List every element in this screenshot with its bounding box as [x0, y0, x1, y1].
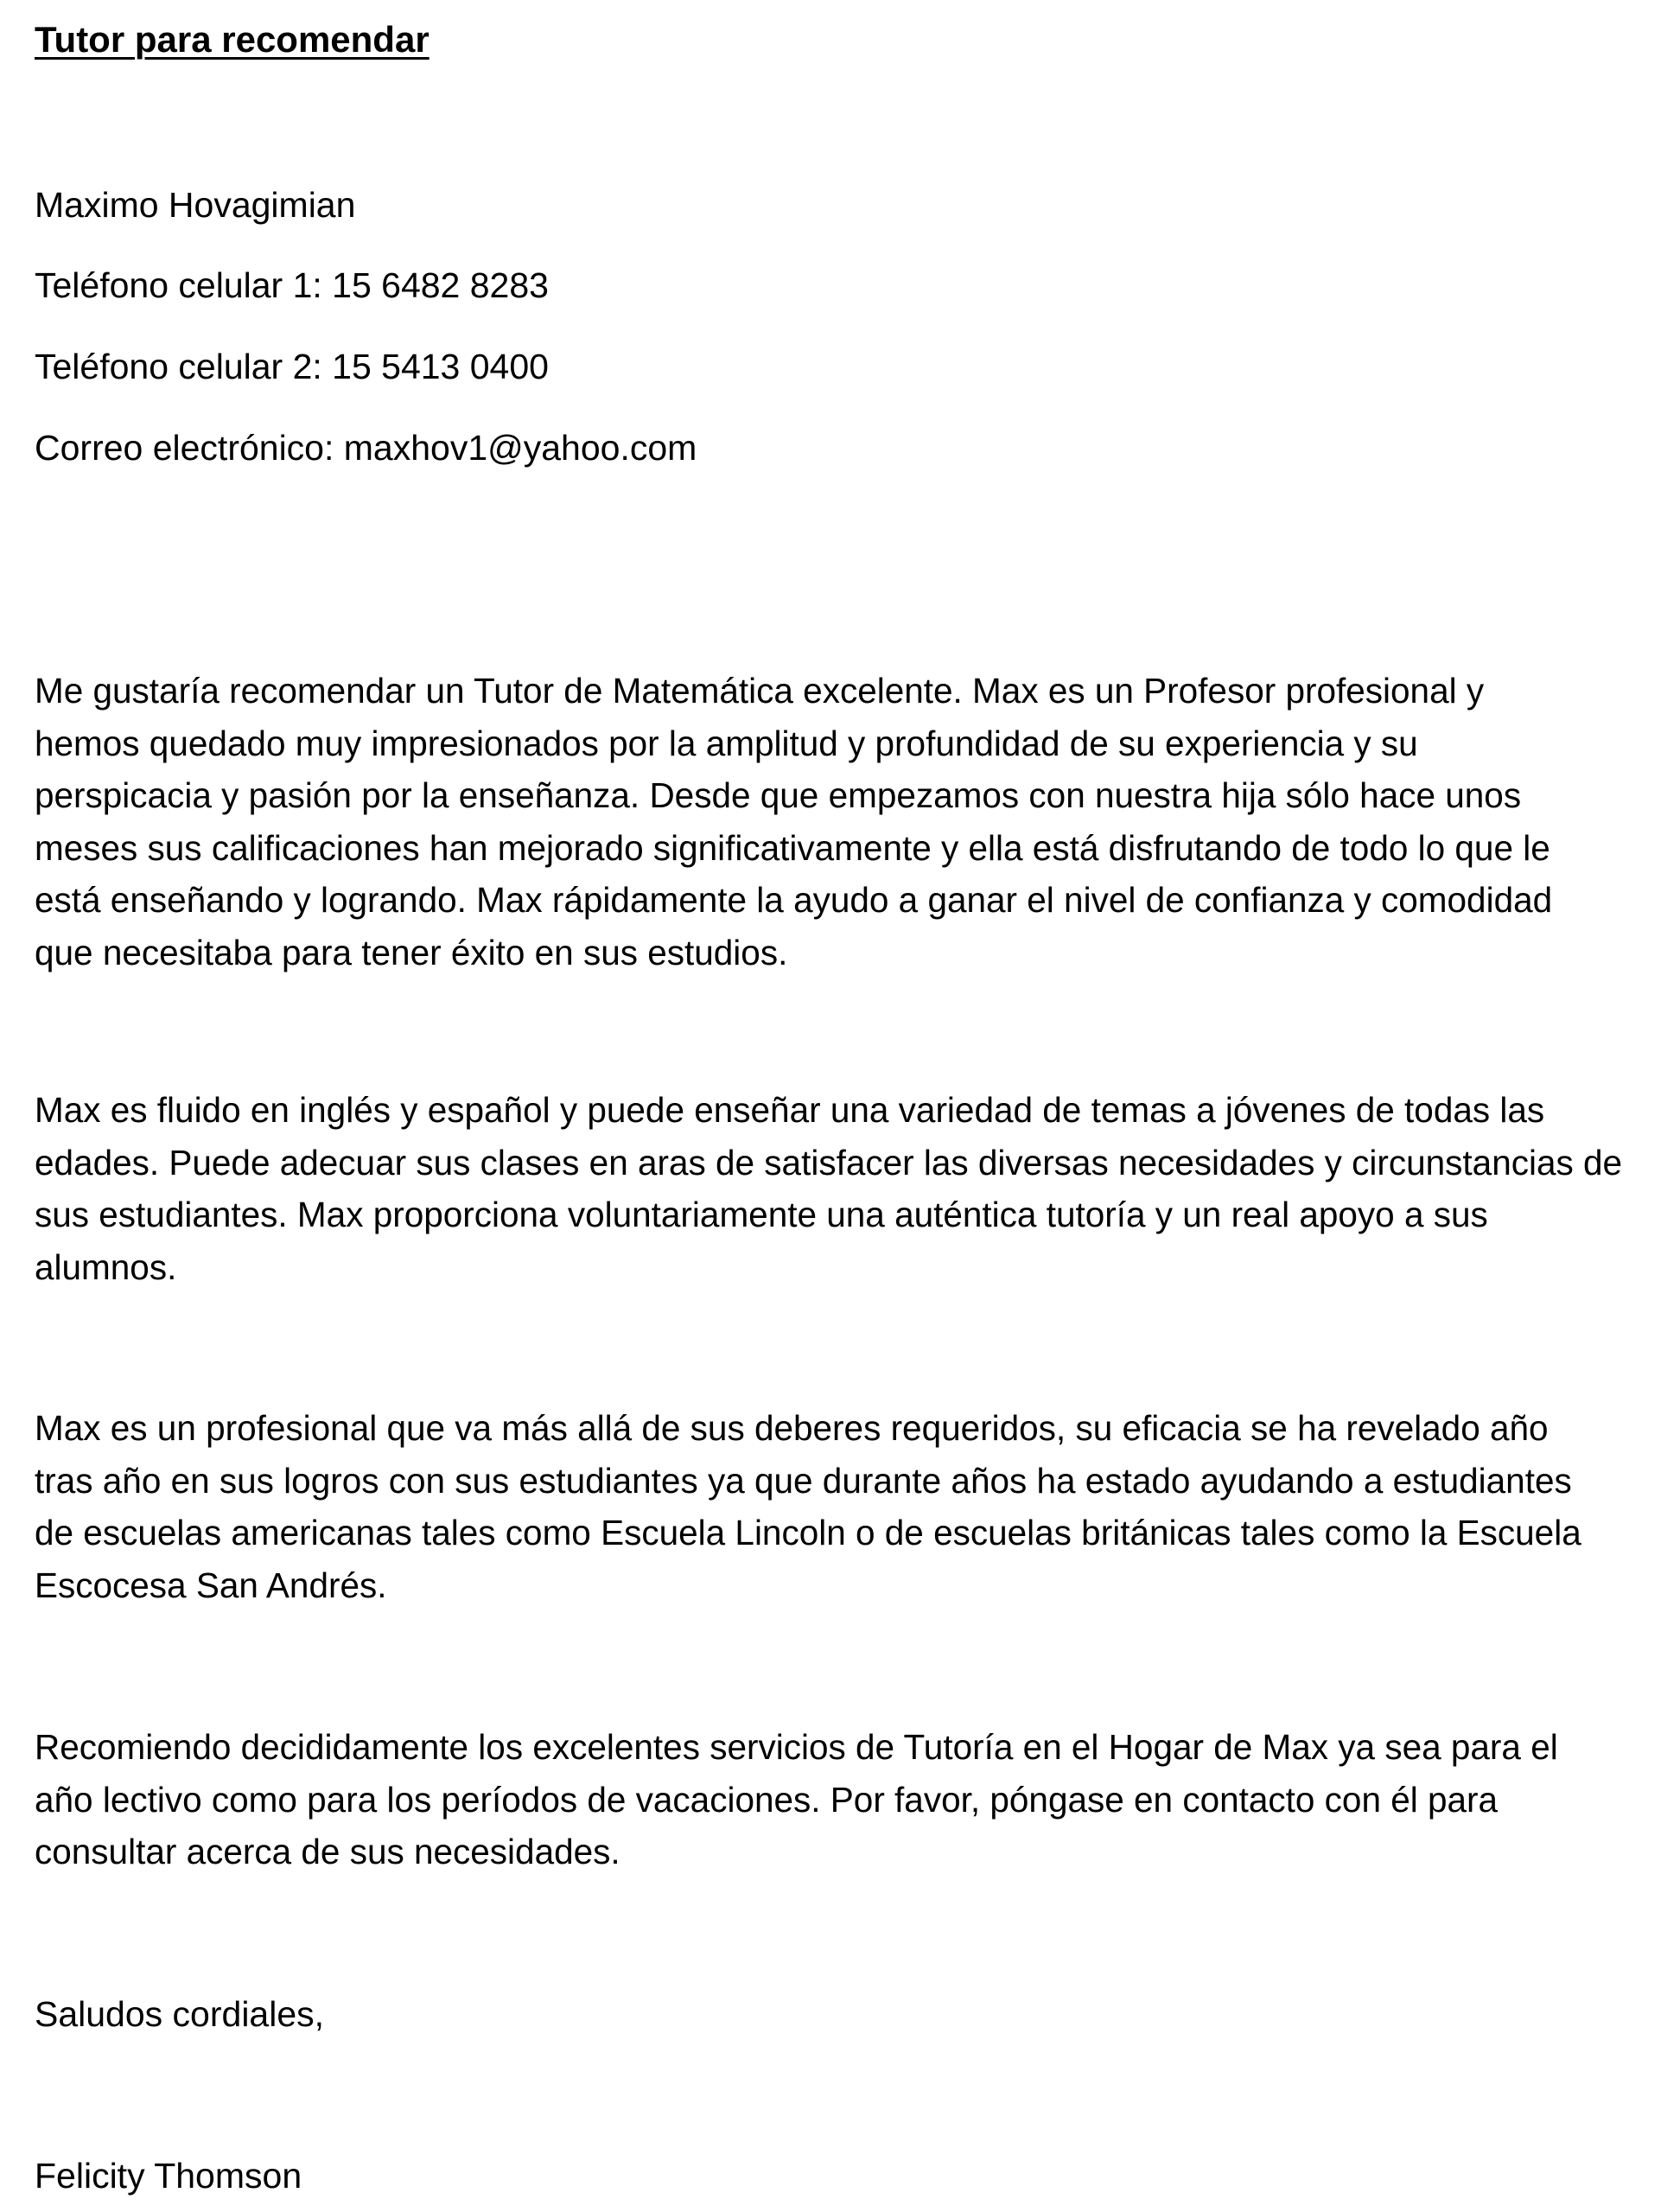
contact-name: Maximo Hovagimian: [35, 185, 356, 225]
paragraph-line: que necesitaba para tener éxito en sus estudios.: [35, 932, 788, 972]
paragraph-line: año lectivo como para los períodos de vacaciones. Por favor, póngase en contacto con él para: [35, 1779, 1499, 1820]
paragraph-line: está enseñando y logrando. Max rápidamente la ayudo a ganar el nivel de confianza y comodidad: [35, 880, 1553, 920]
contact-phone-1: Teléfono celular 1: 15 6482 8283: [35, 265, 549, 305]
paragraph-line: edades. Puede adecuar sus clases en aras de satisfacer las diversas necesidades y circunstancias de: [35, 1142, 1623, 1182]
paragraph-line: tras año en sus logros con sus estudiantes ya que durante años ha estado ayudando a estudiantes: [35, 1460, 1572, 1501]
contact-phone-2: Teléfono celular 2: 15 5413 0400: [35, 347, 549, 386]
paragraph-3: [35, 1402, 1642, 1611]
paragraph-4: [35, 1721, 1642, 1878]
paragraph-line: sus estudiantes. Max proporciona voluntariamente una auténtica tutoría y un real apoyo a sus: [35, 1195, 1488, 1234]
paragraph-line: perspicacia y pasión por la enseñanza. Desde que empezamos con nuestra hija sólo hace unos: [35, 775, 1522, 815]
document-title: Tutor para recomendar: [35, 19, 430, 60]
paragraph-line: hemos quedado muy impresionados por la amplitud y profundidad de su experiencia y su: [35, 723, 1418, 763]
paragraph-2: [35, 1084, 1642, 1293]
paragraph-line: Max es un profesional que va más allá de sus deberes requeridos, su eficacia se ha revelado año: [35, 1408, 1549, 1448]
signature-name: Felicity Thomson: [35, 2156, 302, 2196]
paragraph-1: [35, 665, 1642, 979]
paragraph-line: de escuelas americanas tales como Escuela Lincoln o de escuelas británicas tales como la Escuela: [35, 1513, 1581, 1552]
paragraph-line: Recomiendo decididamente los excelentes servicios de Tutoría en el Hogar de Max ya sea para el: [35, 1727, 1558, 1767]
paragraph-line: consultar acerca de sus necesidades.: [35, 1832, 620, 1871]
paragraph-line: Escocesa San Andrés.: [35, 1565, 387, 1605]
contact-email: Correo electrónico: maxhov1@yahoo.com: [35, 428, 697, 468]
paragraph-line: Max es fluido en inglés y español y puede enseñar una variedad de temas a jóvenes de todas las: [35, 1090, 1545, 1130]
paragraph-line: meses sus calificaciones han mejorado significativamente y ella está disfrutando de todo lo que le: [35, 827, 1550, 868]
closing-salutation: Saludos cordiales,: [35, 1994, 325, 2034]
paragraph-line: Me gustaría recomendar un Tutor de Matemática excelente. Max es un Profesor profesional y: [35, 671, 1485, 711]
paragraph-line: alumnos.: [35, 1246, 177, 1287]
